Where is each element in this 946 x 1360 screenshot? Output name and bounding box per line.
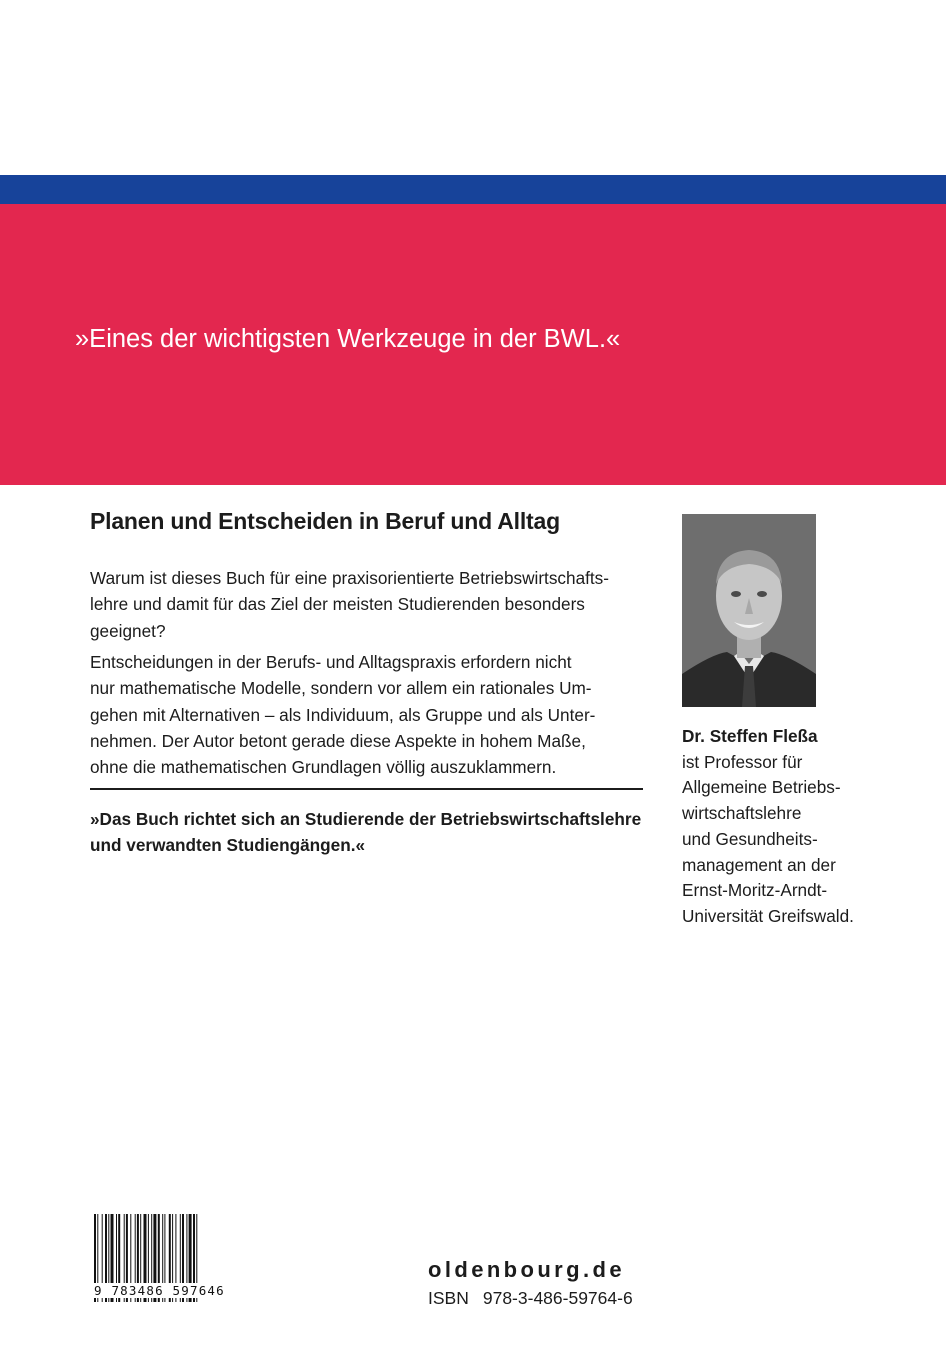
paragraph-line: Warum ist dieses Buch für eine praxisorientierte Betriebswirtschafts-	[90, 568, 609, 588]
divider-rule	[90, 788, 643, 790]
paragraph-line: lehre und damit für das Ziel der meisten Studierenden besonders	[90, 594, 585, 615]
paragraph-line: nur mathematische Modelle, sondern vor allem ein rationales Um-	[90, 678, 592, 699]
tagline: »Eines der wichtigsten Werkzeuge in der BWL.«	[75, 325, 621, 353]
paragraph-line: geeignet?	[90, 620, 166, 641]
paragraph-2	[90, 649, 650, 780]
section-heading: Planen und Entscheiden in Beruf und Alltag	[90, 508, 560, 534]
author-info	[682, 724, 854, 930]
publisher-url[interactable]: oldenbourg.de	[428, 1257, 625, 1282]
paragraph-line: gehen mit Alternativen – als Individuum, als Gruppe und als Unter-	[90, 704, 596, 725]
author-bio-line: wirtschaftslehre	[682, 803, 802, 824]
author-name: Dr. Steffen Fleßa	[682, 726, 818, 746]
quote-line: »Das Buch richtet sich an Studierende der Betriebswirtschaftslehre	[90, 809, 642, 829]
author-bio-line: Universität Greifswald.	[682, 905, 854, 926]
pull-quote	[90, 806, 641, 858]
quote-line: und verwandten Studiengängen.«	[90, 835, 366, 855]
isbn-label: ISBN	[428, 1288, 469, 1308]
isbn-number: 978-3-486-59764-6	[482, 1288, 633, 1308]
author-bio-line: Ernst-Moritz-Arndt-	[682, 880, 828, 901]
author-photo	[682, 514, 816, 707]
author-bio-line: ist Professor für	[682, 751, 803, 772]
paragraph-1	[90, 565, 650, 644]
paragraph-line: nehmen. Der Autor betont gerade diese Aspekte in hohem Maße,	[90, 730, 586, 751]
paragraph-line: ohne die mathematischen Grundlagen völlig auszuklammern.	[90, 757, 557, 778]
blue-band	[0, 175, 946, 204]
author-bio-line: management an der	[682, 854, 836, 875]
barcode-digits: 9 783486 597646	[94, 1283, 225, 1298]
author-bio-line: und Gesundheits-	[682, 828, 818, 849]
isbn-line	[428, 1288, 633, 1309]
author-bio-line: Allgemeine Betriebs-	[682, 777, 841, 798]
paragraph-line: Entscheidungen in der Berufs- und Alltagspraxis erfordern nicht	[90, 652, 572, 672]
